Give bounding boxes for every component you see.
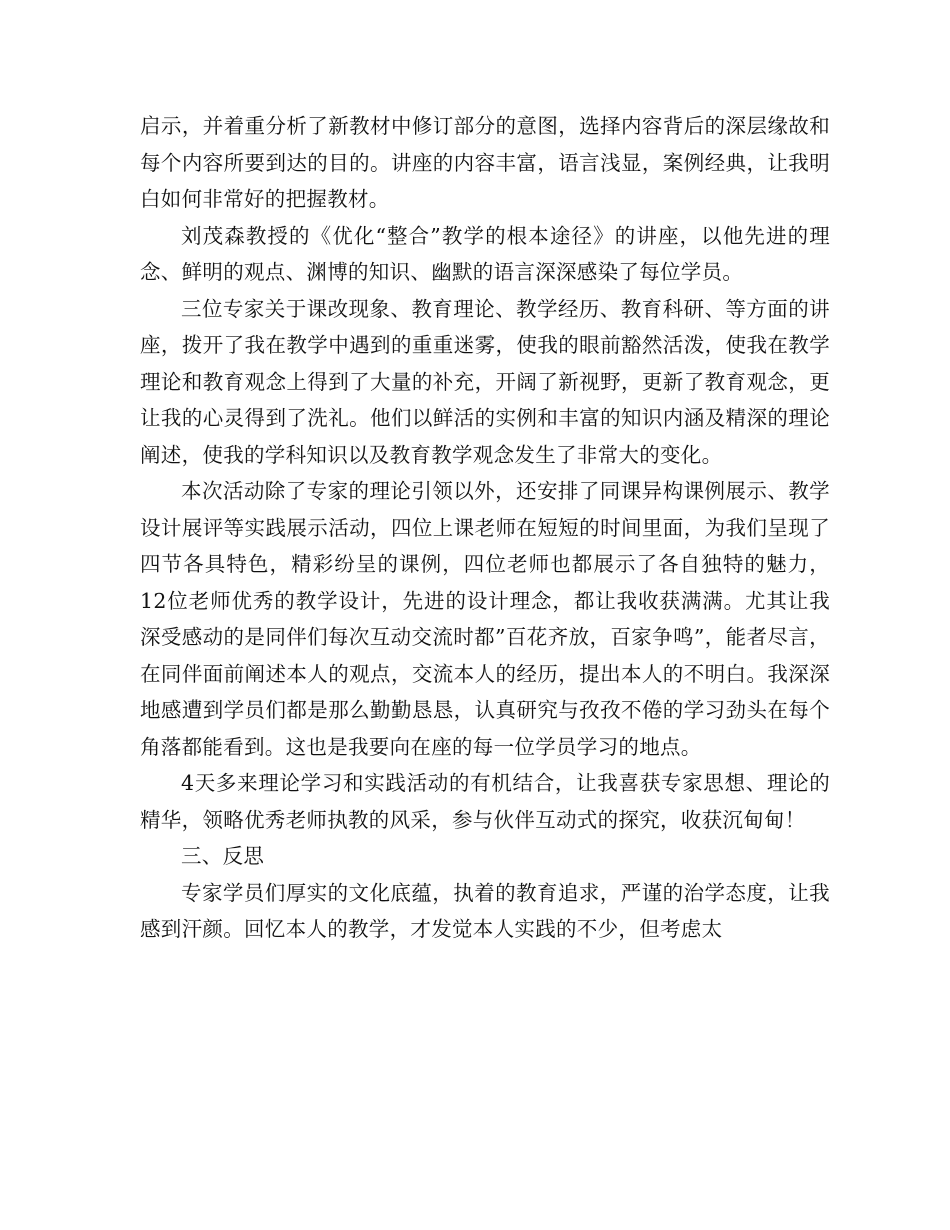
paragraph-practice-activities: 本次活动除了专家的理论引领以外，还安排了同课异构课例展示、教学设计展评等实践展示活动，四位上课老师在短短的时间里面，为我们呈现了四节各具特色，精彩纷呈的课例，四位老师也都展示了各自独特的魅力，12位老师优秀的教学设计，先进的设计理念，都让我收获满满。尤其让我深受感动的是同伴们每次互动交流时都”百花齐放，百家争鸣”，能者尽言，在同伴面前阐述本人的观点，交流本人的经历，提出本人的不明白。我深深地感遭到学员们都是那么勤勤恳恳，认真研究与孜孜不倦的学习劲头在每个角落都能看到。这也是我要向在座的每一位学员学习的地点。 (140, 479, 830, 759)
document-page (140, 108, 830, 948)
paragraph-three-experts: 三位专家关于课改现象、教育理论、教学经历、教育科研、等方面的讲座，拨开了我在教学中遇到的重重迷雾，使我的眼前豁然活泼，使我在教学理论和教育观念上得到了大量的补充，开阔了新视野，更新了教育观念，更让我的心灵得到了洗礼。他们以鲜活的实例和丰富的知识内涵及精深的理论阐述，使我的学科知识以及教育教学观念发生了非常大的变化。 (140, 296, 830, 467)
paragraph-four-days-summary: 4天多来理论学习和实践活动的有机结合，让我喜获专家思想、理论的精华，领略优秀老师执教的风采，参与伙伴互动式的探究，收获沉甸甸！ (140, 771, 830, 832)
paragraph-reflection: 专家学员们厚实的文化底蕴，执着的教育追求，严谨的治学态度，让我感到汗颜。回忆本人的教学，才发觉本人实践的不少，但考虑太 (140, 880, 830, 941)
paragraph-liu-maosen-lecture: 刘茂森教授的《优化“整合”教学的根本途径》的讲座，以他先进的理念、鲜明的观点、渊博的知识、幽默的语言深深感染了每位学员。 (140, 223, 830, 284)
paragraph-continuation: 启示，并着重分析了新教材中修订部分的意图，选择内容背后的深层缘故和每个内容所要到达的目的。讲座的内容丰富，语言浅显，案例经典，让我明白如何非常好的把握教材。 (140, 114, 830, 211)
section-heading-reflection: 三、反思 (181, 844, 265, 868)
